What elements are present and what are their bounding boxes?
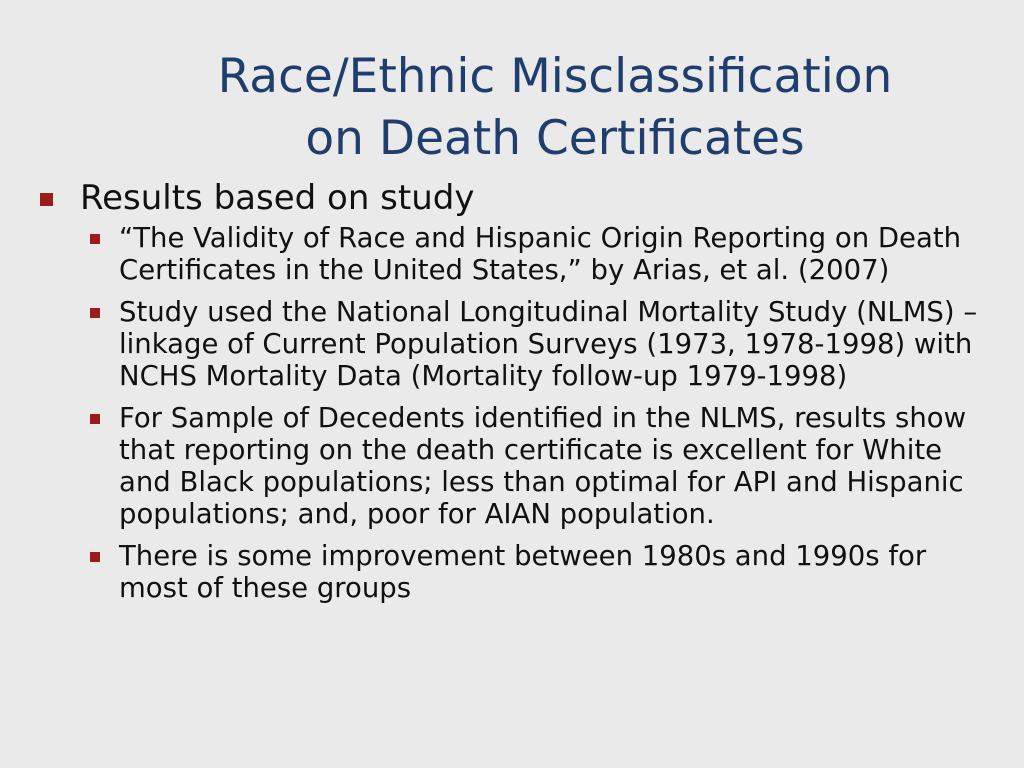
sub-bullet-item bbox=[90, 402, 1000, 530]
sub-bullet-text: For Sample of Decedents identified in the NLMS, results show that reporting on the death certificate is excellent for White and Black populations; less than optimal for API and Hispanic populations; and, poor for AIAN population. bbox=[119, 402, 967, 530]
main-bullet-item bbox=[36, 176, 1006, 220]
sub-bullet-text: Study used the National Longitudinal Mortality Study (NLMS) – linkage of Current Population Surveys (1973, 1978-1998) with NCHS Mortality Data (Mortality follow-up 1979-1998) bbox=[119, 296, 978, 392]
square-bullet-icon bbox=[90, 234, 100, 244]
sub-bullet-text: “The Validity of Race and Hispanic Origin Reporting on Death Certificates in the United States,” by Arias, et al. (2007) bbox=[119, 222, 962, 286]
sub-bullet-item bbox=[90, 540, 1000, 604]
title-line-2: on Death Certificates bbox=[305, 111, 805, 166]
square-bullet-icon bbox=[90, 308, 100, 318]
sub-bullet-list bbox=[90, 222, 1000, 604]
title-line-1: Race/Ethnic Misclassification bbox=[217, 49, 893, 104]
square-bullet-icon bbox=[90, 414, 100, 424]
sub-bullet-text: There is some improvement between 1980s and 1990s for most of these groups bbox=[119, 540, 927, 604]
slide-title bbox=[120, 46, 990, 170]
sub-bullet-item bbox=[90, 222, 1000, 286]
slide-content bbox=[36, 176, 1006, 614]
sub-bullet-item bbox=[90, 296, 1000, 392]
square-bullet-icon bbox=[40, 193, 53, 206]
main-bullet-text: Results based on study bbox=[80, 178, 475, 218]
square-bullet-icon bbox=[90, 552, 100, 562]
